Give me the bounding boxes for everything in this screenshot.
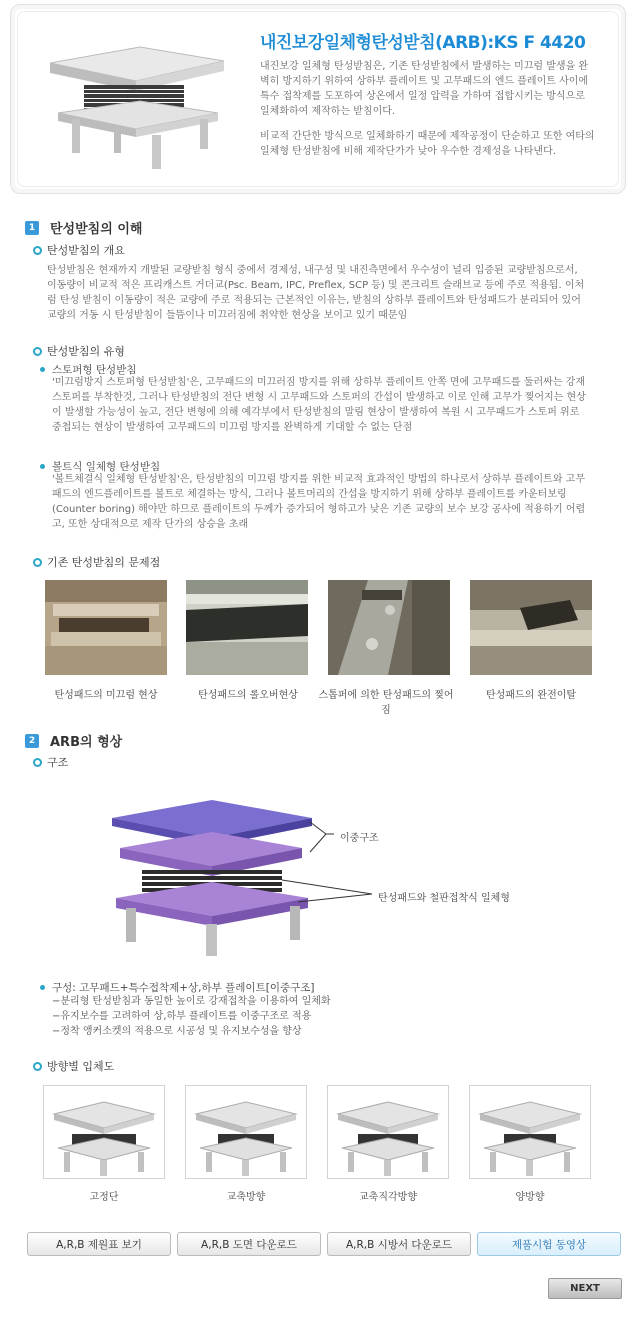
photo-caption: 탄성패드의 미끄럼 현상 xyxy=(54,690,158,701)
section-understanding-header xyxy=(25,218,142,237)
intro-economy-note: 비교적 간단한 방식으로 일체화하기 때문에 제작공정이 단순하고 또한 여타의 일체형 탄성받침에 비해 제작단가가 낮아 우수한 경제성을 나타낸다. xyxy=(260,131,595,157)
subsection-problems xyxy=(33,554,160,570)
circle-bullet-icon xyxy=(33,246,42,255)
arb-structure-diagram xyxy=(112,790,552,960)
subsection-types xyxy=(33,343,125,359)
composition-list xyxy=(52,994,331,1039)
next-button[interactable]: NEXT xyxy=(548,1278,622,1299)
dot-bullet-icon xyxy=(40,464,45,469)
direction-caption: 양방향 xyxy=(515,1192,545,1203)
circle-bullet-icon xyxy=(33,558,42,567)
direction-image-bidirectional xyxy=(469,1085,591,1179)
subsection-title: 구조 xyxy=(47,756,69,769)
direction-caption: 교축직각방향 xyxy=(359,1192,417,1203)
subsection-title: 기존 탄성받침의 문제점 xyxy=(47,556,161,569)
specification-download-button[interactable]: A,R,B 시방서 다운로드 xyxy=(327,1232,471,1256)
composition-item: −유지보수를 고려하여 상,하부 플레이트를 이중구조로 적용 xyxy=(52,1011,312,1022)
circle-bullet-icon xyxy=(33,758,42,767)
diagram-label-integrated-pad: 탄성패드와 철판접착식 일체형 xyxy=(378,893,510,904)
subsection-overview xyxy=(33,242,125,258)
section-title: ARB의 형상 xyxy=(50,735,123,750)
photo-caption: 스톱퍼에 의한 탄성패드의 찢어짐 xyxy=(318,690,454,716)
section-title: 탄성받침의 이해 xyxy=(50,222,143,237)
dot-bullet-icon xyxy=(40,367,45,372)
arb-product-image xyxy=(44,27,230,171)
subsection-directions xyxy=(33,1058,114,1074)
section-number-badge: 2 xyxy=(25,734,39,748)
type-stopper-text: '미끄럼방지 스토퍼형 탄성받침'은, 고무패드의 미끄러짐 방지를 위해 상하부 플레이트 안쪽 면에 고무패드를 둘러싸는 강재 스토퍼를 부착한것, 그러나 탄성받침의 전단 변형 시 고무패드와 스토퍼의 간섭이 발생하고 이로 인해 고무가 찢어지는 현상이 발생할 가능성이 높고, 전단 변형에 의해 예각부에서 탄성받침의 말림 현상이 발생하여 복원 시 고무패드가 스토퍼 위로 중첩되는 현상이 발생하여 고무패드의 미끄럼 방지를 완벽하게 기대할 수 없는 단점 xyxy=(52,377,586,433)
composition-item: −정착 앵커소켓의 적용으로 시공성 및 유지보수성을 향상 xyxy=(52,1026,302,1037)
composition-item: −분리형 탄성받침과 동일한 높이로 강재접착을 이용하여 일체화 xyxy=(52,996,331,1007)
circle-bullet-icon xyxy=(33,347,42,356)
overview-text: 탄성받침은 현재까지 개발된 교량받침 형식 중에서 경제성, 내구성 및 내진측면에서 우수성이 널리 입증된 교량받침으로서, 이동량이 비교적 적은 프리캐스트 거더교(Psc. Beam, IPC, Preflex, SCP 등) 및 콘크리트 슬래브교 등에 주로 적용됨. 이처럼 탄성 받침이 이동량이 적은 교량에 주로 적용되는 근본적인 이유는, 받침의 상하부 플레이트와 탄성패드가 분리되어 있어 교량의 거동 시 탄성받침이 들뜸이나 미끄러짐에 취약한 현상을 보이고 있기 때문임 xyxy=(47,265,585,321)
test-video-button[interactable]: 제품시험 동영상 xyxy=(477,1232,621,1256)
direction-caption: 교축방향 xyxy=(226,1192,266,1203)
subsection-title: 탄성받침의 유형 xyxy=(47,345,125,358)
diagram-label-double-structure: 이중구조 xyxy=(340,833,379,844)
section-arb-shape-header xyxy=(25,731,122,750)
photo-pad-detached xyxy=(470,580,592,675)
intro-description: 내진보강 일체형 탄성받침은, 기존 탄성받침에서 발생하는 미끄럼 발생을 완벽히 방지하기 위하여 상하부 플레이트 및 고무패드의 엔드 플레이트 사이에 특수 접착제를 도포하여 상온에서 일정 압력을 가하여 접합시키는 방식으로 일체화하여 제작하는 받침이다. xyxy=(260,61,589,117)
dot-bullet-icon xyxy=(40,985,45,990)
spec-table-button[interactable]: A,R,B 제원표 보기 xyxy=(27,1232,171,1256)
photo-caption: 탄성패드의 롤오버현상 xyxy=(198,690,298,701)
type-title: 스토퍼형 탄성받침 xyxy=(52,364,137,376)
subsection-structure xyxy=(33,754,68,770)
subsection-title: 방향별 입체도 xyxy=(47,1060,115,1073)
direction-image-transverse xyxy=(327,1085,449,1179)
section-number-badge: 1 xyxy=(25,221,39,235)
direction-image-fixed xyxy=(43,1085,165,1179)
photo-caption: 탄성패드의 완전이탈 xyxy=(485,690,577,701)
circle-bullet-icon xyxy=(33,1062,42,1071)
photo-pad-rollover xyxy=(186,580,308,675)
type-title: 볼트식 일체형 탄성받침 xyxy=(52,461,161,473)
photo-pad-tear xyxy=(328,580,450,675)
composition-item: 구성: 고무패드+특수접착제+상,하부 플레이트[이중구조] xyxy=(52,982,315,994)
type-bolt-text: '볼트체결식 일체형 탄성받침'은, 탄성받침의 미끄럼 방지를 위한 비교적 효과적인 방법의 하나로서 상하부 플레이트와 고무패드의 엔드플레이트를 볼트로 체결하는 방식, 그러나 볼트머리의 간섭을 방지하기 위해 상하부 플레이트를 카운터보링(Counter boring) 해야만 하므로 플레이트의 두께가 증가되어 형하고가 낮은 기존 교량의 보수 보강 공사에 적용하기 어렵고, 또한 상대적으로 제작 단가의 상승을 초래 xyxy=(52,474,586,530)
photo-pad-slip xyxy=(45,580,167,675)
page-title: 내진보강일체형탄성받침(ARB):KS F 4420 xyxy=(260,33,586,53)
composition-list-head xyxy=(40,980,314,995)
direction-caption: 고정단 xyxy=(89,1192,119,1203)
subsection-title: 탄성받침의 개요 xyxy=(47,244,125,257)
direction-image-longitudinal xyxy=(185,1085,307,1179)
drawing-download-button[interactable]: A,R,B 도면 다운로드 xyxy=(177,1232,321,1256)
